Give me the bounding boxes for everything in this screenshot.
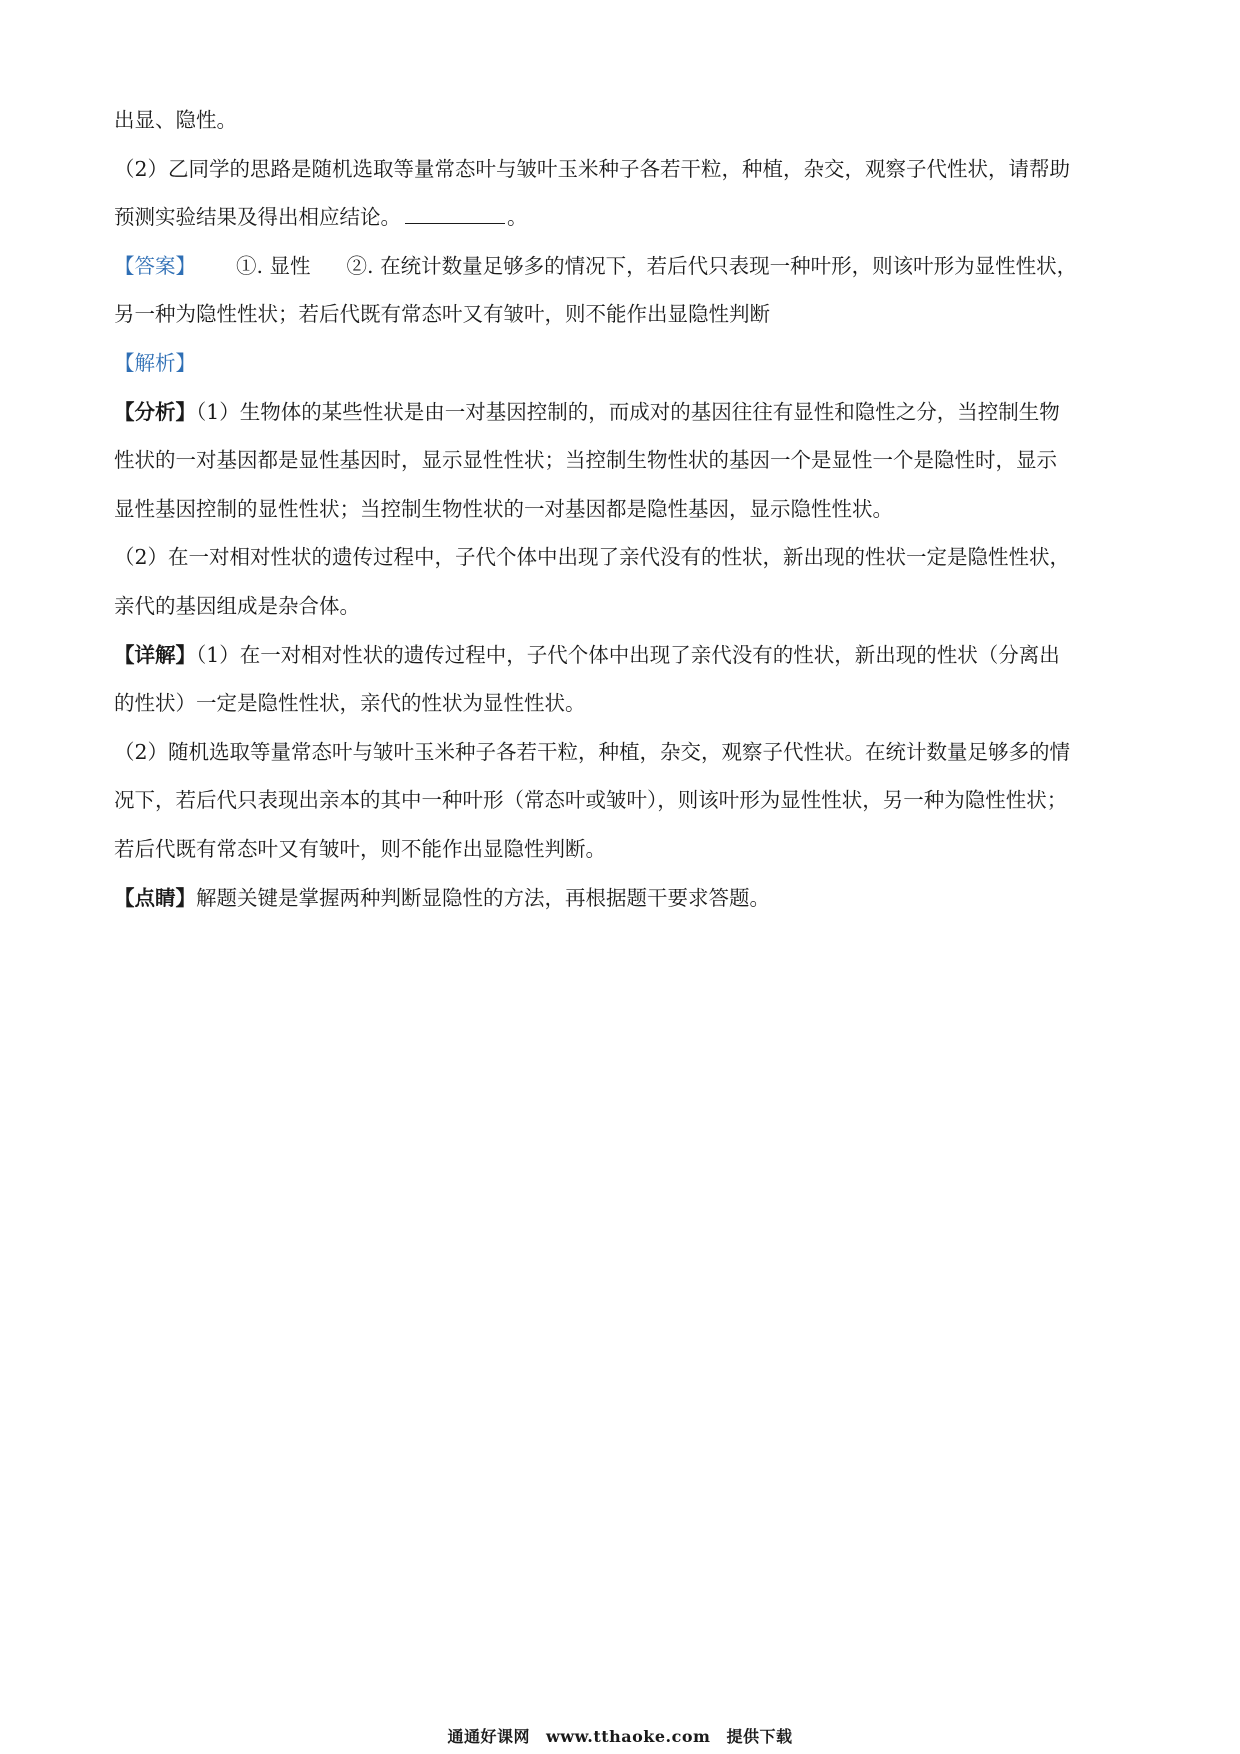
text-line: 显性基因控制的显性性状；当控制生物性状的一对基因都是隐性基因，显示隐性性状。 [114,496,893,521]
text-span: （1）生物体的某些性状是由一对基因控制的，而成对的基因往往有显性和隐性之分，当控制生物 [196,399,1060,424]
text-line: （2）乙同学的思路是随机选取等量常态叶与皱叶玉米种子各若干粒，种植，杂交，观察子代性状，请帮助 [114,156,1071,181]
text-line: （2）在一对相对性状的遗传过程中，子代个体中出现了亲代没有的性状，新出现的性状一定是隐性性状， [114,545,1071,570]
text-line: 性状的一对基因都是显性基因时，显示显性性状；当控制生物性状的基因一个是显性一个是隐性时，显示 [114,448,1057,473]
text-line: （2）随机选取等量常态叶与皱叶玉米种子各若干粒，种植，杂交，观察子代性状。在统计数量足够多的情 [114,739,1071,764]
text-span: （1）在一对相对性状的遗传过程中，子代个体中出现了亲代没有的性状，新出现的性状（分离出 [196,642,1060,667]
analysis-label: 【解析】 [114,350,196,375]
xiangjie-line [114,631,1134,680]
answer-blank [405,203,505,224]
footer-suffix: 提供下载 [726,1727,793,1746]
question-line-with-blank [114,193,1134,242]
text-line: 另一种为隐性性状；若后代既有常态叶又有皱叶，则不能作出显隐性判断 [114,302,770,327]
text-line: 亲代的基因组成是杂合体。 [114,593,360,618]
answer-line [114,242,1134,291]
text-span: 解题关键是掌握两种判断显隐性的方法，再根据题干要求答题。 [196,885,770,910]
answer-label: 【答案】 [114,253,196,278]
answer-part-1: ①. 显性 [236,253,311,278]
text-line: 况下，若后代只表现出亲本的其中一种叶形（常态叶或皱叶），则该叶形为显性性状，另一种为隐性性状； [114,788,1068,813]
text-line: 若后代既有常态叶又有皱叶，则不能作出显隐性判断。 [114,836,606,861]
fenxi-label: 【分析】 [114,399,196,424]
fenxi-line [114,388,1134,437]
page-footer [0,1724,1240,1747]
footer-site-name: 通通好课网 [447,1727,531,1746]
document-body [114,96,1134,922]
text-line: 的性状）一定是隐性性状，亲代的性状为显性性状。 [114,691,586,716]
answer-part-2: ②. 在统计数量足够多的情况下，若后代只表现一种叶形，则该叶形为显性性状， [346,253,1078,278]
text-line: 出显、隐性。 [114,108,237,132]
dianjing-line [114,874,1134,923]
dianjing-label: 【点睛】 [114,885,196,910]
footer-url[interactable]: www.tthaoke.com [546,1727,711,1746]
xiangjie-label: 【详解】 [114,642,196,667]
text-span: 。 [507,205,528,230]
text-span: 预测实验结果及得出相应结论。 [114,205,401,230]
